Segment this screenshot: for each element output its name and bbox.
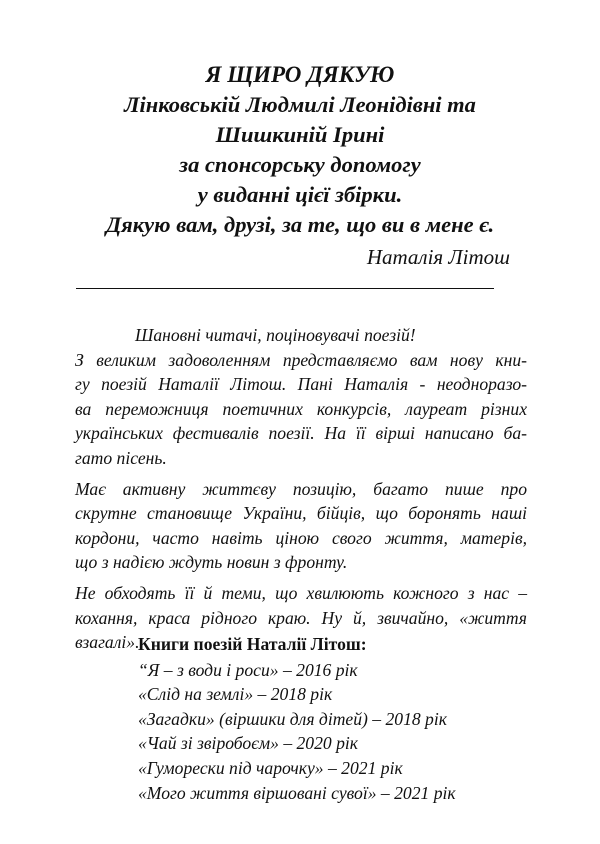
text-line: скрутне становище України, бійців, що боронять наші — [75, 503, 527, 524]
greeting-line: Шановні читачі, поціновувачі поезій! — [135, 325, 416, 345]
acknowledgement-line: у виданні цієї збірки. — [197, 182, 403, 207]
text-line: гато пісень. — [75, 447, 167, 468]
acknowledgement-line: за спонсорську допомогу — [179, 152, 421, 177]
book-item: «Мого життя віршовані сувої» – 2021 рік — [138, 782, 456, 803]
intro-paragraph — [75, 348, 527, 471]
text-line: що з надією ждуть новин з фронту. — [75, 552, 348, 573]
text-line: взагалі». — [75, 632, 140, 653]
text-line: гу поезій Наталії Літош. Пані Наталія - неодноразо- — [75, 374, 527, 395]
book-item: «Чай зі звіробоєм» – 2020 рік — [138, 733, 359, 754]
text-line: Не обходять її й теми, що хвилюють кожного з нас – — [75, 582, 527, 603]
book-list-title: Книги поезій Наталії Літош: — [138, 634, 367, 654]
acknowledgement-line: Лінковській Людмилі Леонідівні та — [124, 92, 476, 117]
section-divider — [76, 288, 494, 289]
book-list — [138, 632, 518, 805]
text-line: Має активну життєву позицію, багато пише про — [75, 478, 527, 499]
text-line: кордони, часто навіть ціною свого життя, матерів, — [75, 527, 527, 548]
text-line: кохання, краса рідного краю. Ну й, звичайно, «життя — [75, 607, 527, 628]
text-line: З великим задоволенням представляємо вам нову кни- — [75, 349, 527, 370]
intro-paragraph — [75, 477, 527, 575]
introduction-text — [75, 323, 527, 661]
book-item: «Гуморески під чарочку» – 2021 рік — [138, 757, 403, 778]
text-line: ва переможниця поетичних конкурсів, лауреат різних — [75, 398, 527, 419]
acknowledgement-block — [60, 60, 540, 240]
acknowledgement-heading: Я ЩИРО ДЯКУЮ — [205, 62, 395, 87]
author-signature: Наталія Літош — [366, 245, 510, 269]
acknowledgement-line: Дякую вам, друзі, за те, що ви в мене є. — [105, 212, 495, 237]
acknowledgement-line: Шишкиній Ірині — [215, 122, 385, 147]
book-item: «Слід на землі» – 2018 рік — [138, 684, 333, 705]
text-line: українських фестивалів поезії. На її вірші написано ба- — [75, 423, 527, 444]
book-item: «Загадки» (віршики для дітей) – 2018 рік — [138, 708, 447, 729]
book-item: “Я – з води і роси» – 2016 рік — [138, 659, 358, 680]
